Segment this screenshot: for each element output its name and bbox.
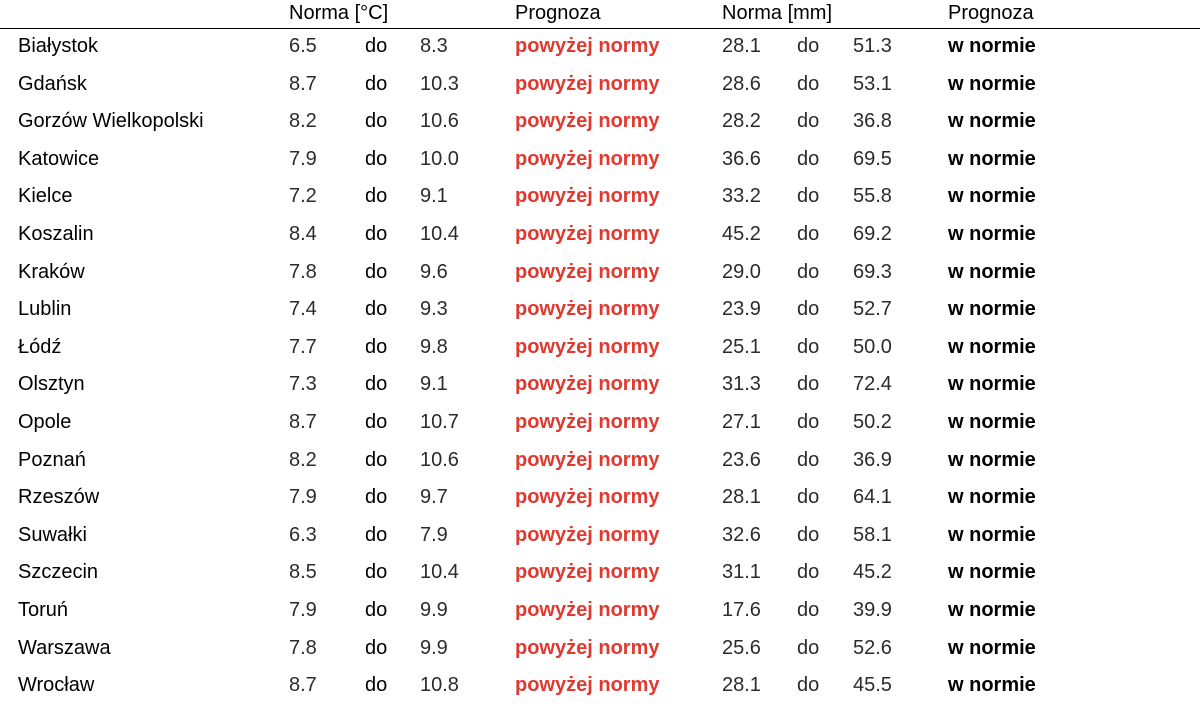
city-name: Lublin [18, 298, 72, 321]
precip-norm-max: 58.1 [853, 523, 892, 546]
temp-norm-min: 7.9 [289, 598, 317, 621]
city-name: Łódź [18, 335, 62, 358]
precip-norm-min: 28.2 [722, 110, 761, 133]
precip-range-separator: do [797, 448, 820, 471]
temp-forecast: powyżej normy [515, 410, 660, 433]
temp-forecast: powyżej normy [515, 110, 660, 133]
temp-forecast: powyżej normy [515, 222, 660, 245]
precip-range-separator: do [797, 598, 820, 621]
table-row [0, 254, 1200, 292]
temp-range-separator: do [365, 636, 388, 659]
precip-forecast: w normie [948, 35, 1036, 57]
city-name: Suwałki [18, 523, 87, 546]
table-row [0, 103, 1200, 141]
temp-norm-max: 9.7 [420, 486, 448, 509]
temp-range-separator: do [365, 35, 388, 57]
precip-norm-max: 51.3 [853, 35, 892, 57]
precip-norm-max: 45.5 [853, 674, 892, 697]
temp-range-separator: do [365, 110, 388, 133]
temp-norm-max: 10.4 [420, 561, 459, 584]
temp-forecast: powyżej normy [515, 561, 660, 584]
table-row [0, 517, 1200, 555]
temp-norm-max: 10.3 [420, 72, 459, 95]
table-row [0, 216, 1200, 254]
precip-norm-max: 69.5 [853, 147, 892, 170]
temp-forecast: powyżej normy [515, 72, 660, 95]
temp-norm-min: 7.7 [289, 335, 317, 358]
temp-range-separator: do [365, 222, 388, 245]
precip-norm-min: 17.6 [722, 598, 761, 621]
temp-norm-max: 9.9 [420, 598, 448, 621]
temp-forecast: powyżej normy [515, 523, 660, 546]
precip-range-separator: do [797, 523, 820, 546]
precip-norm-max: 53.1 [853, 72, 892, 95]
precip-range-separator: do [797, 373, 820, 396]
precip-norm-max: 36.8 [853, 110, 892, 133]
temp-range-separator: do [365, 561, 388, 584]
temp-norm-min: 8.2 [289, 448, 317, 471]
precip-norm-max: 50.0 [853, 335, 892, 358]
precip-norm-min: 31.3 [722, 373, 761, 396]
city-name: Opole [18, 410, 72, 433]
precip-forecast: w normie [948, 110, 1036, 133]
temp-norm-max: 10.8 [420, 674, 459, 697]
precip-forecast: w normie [948, 486, 1036, 509]
table-row [0, 554, 1200, 592]
city-name: Katowice [18, 147, 100, 170]
temp-norm-min: 8.7 [289, 410, 317, 433]
precip-range-separator: do [797, 298, 820, 321]
table-row [0, 630, 1200, 668]
city-name: Szczecin [18, 561, 99, 584]
precip-norm-min: 33.2 [722, 185, 761, 208]
precip-norm-max: 50.2 [853, 410, 892, 433]
temp-range-separator: do [365, 260, 388, 283]
temp-forecast: powyżej normy [515, 147, 660, 170]
precip-forecast: w normie [948, 674, 1036, 697]
precip-range-separator: do [797, 561, 820, 584]
temp-range-separator: do [365, 298, 388, 321]
precip-range-separator: do [797, 147, 820, 170]
header-temp-norm: Norma [°C] [289, 2, 389, 24]
precip-range-separator: do [797, 35, 820, 57]
temp-forecast: powyżej normy [515, 260, 660, 283]
precip-norm-min: 45.2 [722, 222, 761, 245]
temp-norm-max: 9.8 [420, 335, 448, 358]
temp-range-separator: do [365, 72, 388, 95]
precip-forecast: w normie [948, 335, 1036, 358]
temp-norm-max: 10.6 [420, 448, 459, 471]
precip-norm-min: 23.6 [722, 448, 761, 471]
city-name: Kielce [18, 185, 73, 208]
precip-forecast: w normie [948, 410, 1036, 433]
temp-range-separator: do [365, 147, 388, 170]
temp-range-separator: do [365, 486, 388, 509]
precip-norm-max: 52.6 [853, 636, 892, 659]
temp-forecast: powyżej normy [515, 335, 660, 358]
precip-range-separator: do [797, 72, 820, 95]
table-row [0, 667, 1200, 705]
precip-forecast: w normie [948, 260, 1036, 283]
precip-forecast: w normie [948, 636, 1036, 659]
temp-forecast: powyżej normy [515, 598, 660, 621]
temp-forecast: powyżej normy [515, 486, 660, 509]
temp-norm-max: 9.6 [420, 260, 448, 283]
temp-range-separator: do [365, 448, 388, 471]
precip-forecast: w normie [948, 448, 1036, 471]
precip-forecast: w normie [948, 523, 1036, 546]
precip-norm-min: 25.6 [722, 636, 761, 659]
precip-norm-max: 72.4 [853, 373, 892, 396]
table-row [0, 178, 1200, 216]
precip-range-separator: do [797, 674, 820, 697]
temp-forecast: powyżej normy [515, 185, 660, 208]
temp-norm-min: 6.3 [289, 523, 317, 546]
temp-range-separator: do [365, 598, 388, 621]
temp-norm-max: 9.1 [420, 373, 448, 396]
temp-norm-min: 8.7 [289, 72, 317, 95]
temp-norm-max: 9.1 [420, 185, 448, 208]
temp-range-separator: do [365, 410, 388, 433]
precip-range-separator: do [797, 636, 820, 659]
table-row [0, 66, 1200, 104]
temp-forecast: powyżej normy [515, 636, 660, 659]
temp-norm-max: 10.6 [420, 110, 459, 133]
temp-range-separator: do [365, 523, 388, 546]
temp-norm-min: 7.9 [289, 486, 317, 509]
temp-norm-min: 8.2 [289, 110, 317, 133]
header-precip-forecast: Prognoza [948, 2, 1034, 24]
precip-range-separator: do [797, 486, 820, 509]
precip-forecast: w normie [948, 298, 1036, 321]
temp-norm-max: 9.3 [420, 298, 448, 321]
temp-forecast: powyżej normy [515, 298, 660, 321]
temp-norm-max: 10.0 [420, 147, 459, 170]
city-name: Warszawa [18, 636, 111, 659]
precip-range-separator: do [797, 110, 820, 133]
table-body [0, 28, 1200, 705]
city-name: Białystok [18, 35, 99, 57]
temp-range-separator: do [365, 674, 388, 697]
table-row [0, 442, 1200, 480]
precip-norm-min: 28.1 [722, 674, 761, 697]
precip-forecast: w normie [948, 72, 1036, 95]
city-name: Poznań [18, 448, 86, 471]
precip-range-separator: do [797, 222, 820, 245]
precip-forecast: w normie [948, 561, 1036, 584]
table-row [0, 28, 1200, 66]
table-row [0, 329, 1200, 367]
temp-norm-min: 8.5 [289, 561, 317, 584]
precip-norm-min: 36.6 [722, 147, 761, 170]
precip-norm-min: 31.1 [722, 561, 761, 584]
table-row [0, 592, 1200, 630]
precip-norm-min: 28.1 [722, 35, 761, 57]
table-header [0, 0, 1200, 29]
temp-forecast: powyżej normy [515, 35, 660, 57]
precip-norm-min: 23.9 [722, 298, 761, 321]
temp-forecast: powyżej normy [515, 674, 660, 697]
temp-range-separator: do [365, 335, 388, 358]
temp-norm-min: 7.2 [289, 185, 317, 208]
precip-forecast: w normie [948, 147, 1036, 170]
city-name: Rzeszów [18, 486, 100, 509]
precip-range-separator: do [797, 410, 820, 433]
precip-forecast: w normie [948, 598, 1036, 621]
city-name: Gdańsk [18, 72, 87, 95]
precip-norm-min: 29.0 [722, 260, 761, 283]
table-row [0, 404, 1200, 442]
city-name: Koszalin [18, 222, 94, 245]
temp-range-separator: do [365, 373, 388, 396]
precip-norm-max: 64.1 [853, 486, 892, 509]
city-name: Toruń [18, 598, 69, 621]
precip-norm-min: 28.1 [722, 486, 761, 509]
city-name: Olsztyn [18, 373, 85, 396]
temp-norm-max: 10.7 [420, 410, 459, 433]
temp-norm-min: 6.5 [289, 35, 317, 57]
precip-norm-max: 39.9 [853, 598, 892, 621]
table-row [0, 479, 1200, 517]
precip-norm-min: 25.1 [722, 335, 761, 358]
table-row [0, 366, 1200, 404]
temp-norm-min: 7.8 [289, 260, 317, 283]
temp-forecast: powyżej normy [515, 373, 660, 396]
precip-norm-max: 69.3 [853, 260, 892, 283]
precip-norm-max: 36.9 [853, 448, 892, 471]
temp-norm-max: 10.4 [420, 222, 459, 245]
temp-range-separator: do [365, 185, 388, 208]
temp-norm-max: 9.9 [420, 636, 448, 659]
precip-forecast: w normie [948, 185, 1036, 208]
header-temp-forecast: Prognoza [515, 2, 601, 24]
precip-forecast: w normie [948, 373, 1036, 396]
temp-norm-max: 7.9 [420, 523, 448, 546]
header-precip-norm: Norma [mm] [722, 2, 832, 24]
precip-norm-min: 27.1 [722, 410, 761, 433]
precip-forecast: w normie [948, 222, 1036, 245]
temp-norm-min: 7.9 [289, 147, 317, 170]
temp-norm-min: 8.7 [289, 674, 317, 697]
temp-norm-min: 8.4 [289, 222, 317, 245]
precip-norm-max: 45.2 [853, 561, 892, 584]
temp-forecast: powyżej normy [515, 448, 660, 471]
table-row [0, 291, 1200, 329]
temp-norm-min: 7.8 [289, 636, 317, 659]
temp-norm-max: 8.3 [420, 35, 448, 57]
city-name: Gorzów Wielkopolski [18, 110, 204, 133]
precip-range-separator: do [797, 335, 820, 358]
city-name: Kraków [18, 260, 85, 283]
precip-norm-max: 55.8 [853, 185, 892, 208]
table-row [0, 141, 1200, 179]
city-name: Wrocław [18, 674, 95, 697]
temp-norm-min: 7.4 [289, 298, 317, 321]
precip-norm-min: 32.6 [722, 523, 761, 546]
temp-norm-min: 7.3 [289, 373, 317, 396]
precip-norm-max: 69.2 [853, 222, 892, 245]
precip-norm-max: 52.7 [853, 298, 892, 321]
precip-range-separator: do [797, 185, 820, 208]
precip-range-separator: do [797, 260, 820, 283]
precip-norm-min: 28.6 [722, 72, 761, 95]
